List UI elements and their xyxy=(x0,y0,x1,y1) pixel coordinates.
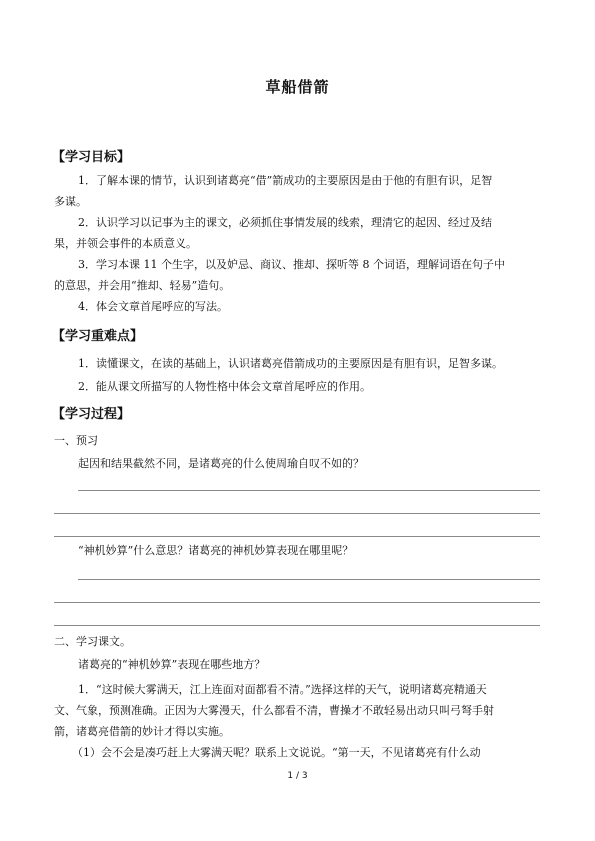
answer-line[interactable] xyxy=(54,513,540,514)
paragraph-line: 1．“这时候大雾满天，江上连面对面都看不清。”选择这样的天气，说明诸葛亮精通天 xyxy=(78,683,487,696)
goal-line: 4．体会文章首尾呼应的写法。 xyxy=(78,300,228,313)
question-text: 诸葛亮的“神机妙算”表现在哪些地方？ xyxy=(78,658,266,671)
key-point-line: 1．读懂课文，在读的基础上，认识诸葛亮借箭成功的主要原因是有胆有识，足智多谋。 xyxy=(78,357,503,370)
section-heading-goals: 【学习目标】 xyxy=(52,150,131,165)
paragraph-line: 文、气象，预测准确。正因为大雾漫天，什么都看不清，曹操才不敢轻易出动只叫弓弩手射 xyxy=(54,704,494,717)
part-label-study: 二、学习课文。 xyxy=(54,635,131,648)
answer-line[interactable] xyxy=(54,602,540,603)
answer-line[interactable] xyxy=(78,490,540,491)
goal-line: 多谋。 xyxy=(54,195,87,208)
part-label-preview: 一、预习 xyxy=(54,434,98,447)
page-number: 1 / 3 xyxy=(287,771,308,781)
key-point-line: 2．能从课文所描写的人物性格中体会文章首尾呼应的作用。 xyxy=(78,380,371,393)
goal-line: 果，并领会事件的本质意义。 xyxy=(54,237,197,250)
section-heading-process: 【学习过程】 xyxy=(52,407,131,422)
answer-line[interactable] xyxy=(54,625,540,626)
page-title: 草船借箭 xyxy=(265,78,330,96)
answer-line[interactable] xyxy=(78,579,540,580)
section-heading-key-points: 【学习重难点】 xyxy=(52,329,144,344)
goal-line: 3．学习本课 11 个生字，以及妒忌、商议、推却、探听等 8 个词语，理解词语在句子中 xyxy=(78,258,505,271)
goal-line: 1．了解本课的情节，认识到诸葛亮“借”箭成功的主要原因是由于他的有胆有识，足智 xyxy=(78,174,493,187)
question-text: 起因和结果截然不同，是诸葛亮的什么使周瑜自叹不如的？ xyxy=(78,457,364,470)
goal-line: 的意思，并会用“推却、轻易”造句。 xyxy=(54,279,231,292)
goal-line: 2．认识学习以记事为主的课文，必须抓住事情发展的线索，理清它的起因、经过及结 xyxy=(78,216,492,229)
answer-line[interactable] xyxy=(54,536,540,537)
paragraph-line: （1）会不会是凑巧赶上大雾满天呢？联系上文说说。“第一天，不见诸葛亮有什么动 xyxy=(72,746,481,759)
question-text: “神机妙算”什么意思？诸葛亮的神机妙算表现在哪里呢？ xyxy=(78,544,354,557)
paragraph-line: 箭，诸葛亮借箭的妙计才得以实施。 xyxy=(54,725,230,738)
